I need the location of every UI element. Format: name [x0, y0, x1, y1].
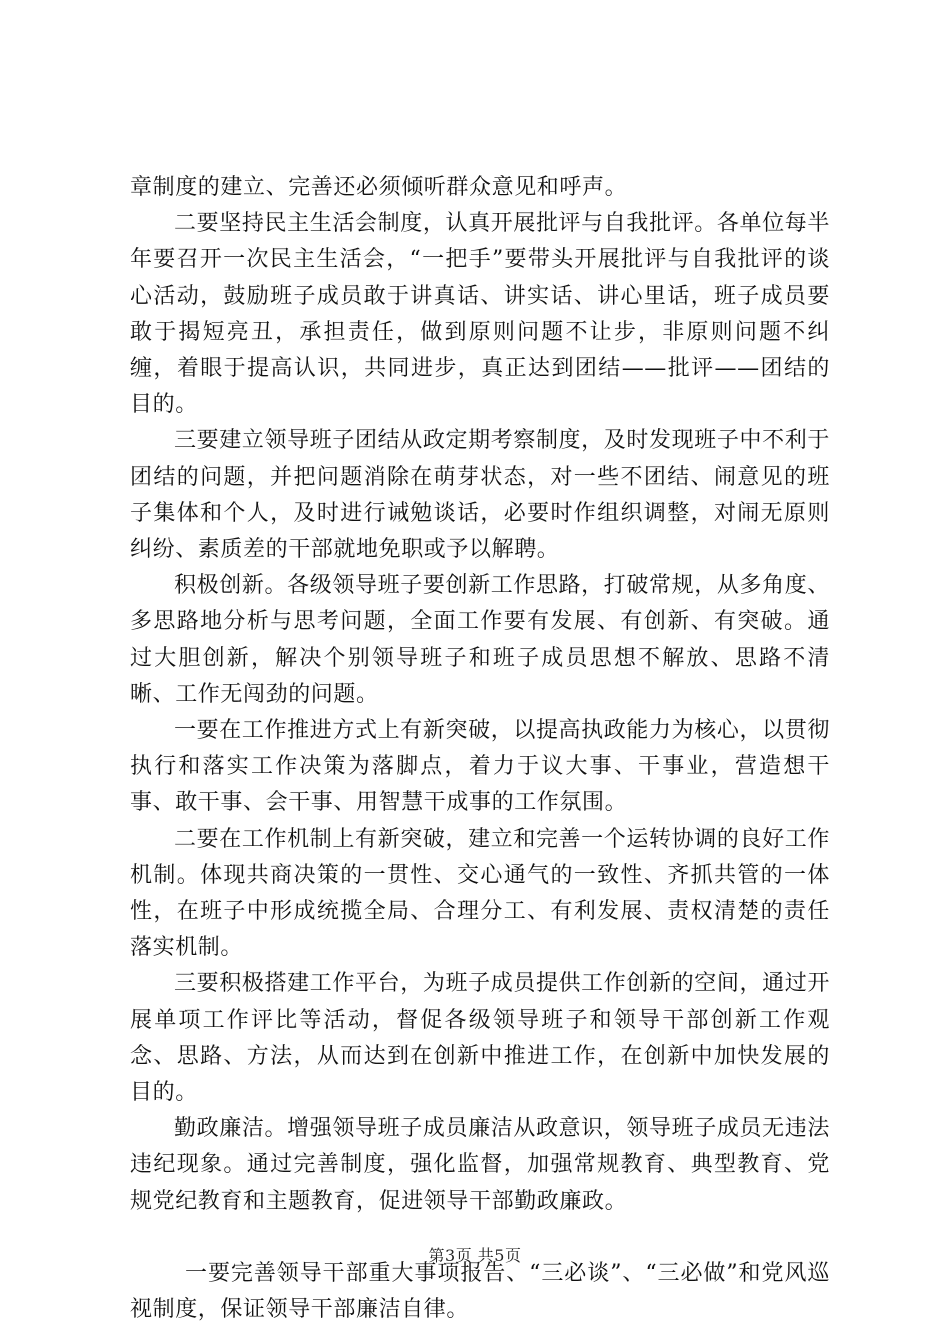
paragraph-unity-inspection: 三要建立领导班子团结从政定期考察制度，及时发现班子中不利于团结的问题，并把问题消除在萌芽状态，对一些不团结、闹意见的班子集体和个人，及时进行诫勉谈话，必要时作组织调整，对闹无原则纠纷、素质差的干部就地免职或予以解聘。	[130, 428, 830, 563]
paragraph-reporting-system: 一要完善领导干部重大事项报告、“三必谈”、“三必做”和党风巡视制度，保证领导干部廉洁自律。	[130, 1260, 830, 1323]
paragraph-continuation: 章制度的建立、完善还必须倾听群众意见和呼声。	[130, 175, 628, 200]
document-body	[130, 170, 830, 1328]
paragraph-work-method-breakthrough: 一要在工作推进方式上有新突破，以提高执政能力为核心，以贯彻执行和落实工作决策为落脚点，着力于议大事、干事业，营造想干事、敢干事、会干事、用智慧干成事的工作氛围。	[130, 718, 830, 816]
paragraph-democratic-life-meeting: 二要坚持民主生活会制度，认真开展批评与自我批评。各单位每半年要召开一次民主生活会，“一把手”要带头开展批评与自我批评的谈心活动，鼓励班子成员敢于讲真话、讲实话、讲心里话，班子成员要敢于揭短亮丑，承担责任，做到原则问题不让步，非原则问题不纠缠，着眼于提高认识，共同进步，真正达到团结——批评——团结的目的。	[130, 211, 830, 418]
paragraph-work-platform: 三要积极搭建工作平台，为班子成员提供工作创新的空间，通过开展单项工作评比等活动，督促各级领导班子和领导干部创新工作观念、思路、方法，从而达到在创新中推进工作，在创新中加快发展的目的。	[130, 971, 830, 1106]
paragraph-work-mechanism-breakthrough: 二要在工作机制上有新突破，建立和完善一个运转协调的良好工作机制。体现共商决策的一贯性、交心通气的一致性、齐抓共管的一体性，在班子中形成统揽全局、合理分工、有利发展、责权清楚的责任落实机制。	[130, 826, 830, 961]
paragraph-integrity: 勤政廉洁。增强领导班子成员廉洁从政意识，领导班子成员无违法违纪现象。通过完善制度，强化监督，加强常规教育、典型教育、党规党纪教育和主题教育，促进领导干部勤政廉政。	[130, 1116, 830, 1214]
page-number-footer: 第3页 共5页	[428, 1246, 522, 1265]
paragraph-innovation: 积极创新。各级领导班子要创新工作思路，打破常规，从多角度、多思路地分析与思考问题，全面工作要有发展、有创新、有突破。通过大胆创新，解决个别领导班子和班子成员思想不解放、思路不清晰、工作无闯劲的问题。	[130, 573, 830, 707]
